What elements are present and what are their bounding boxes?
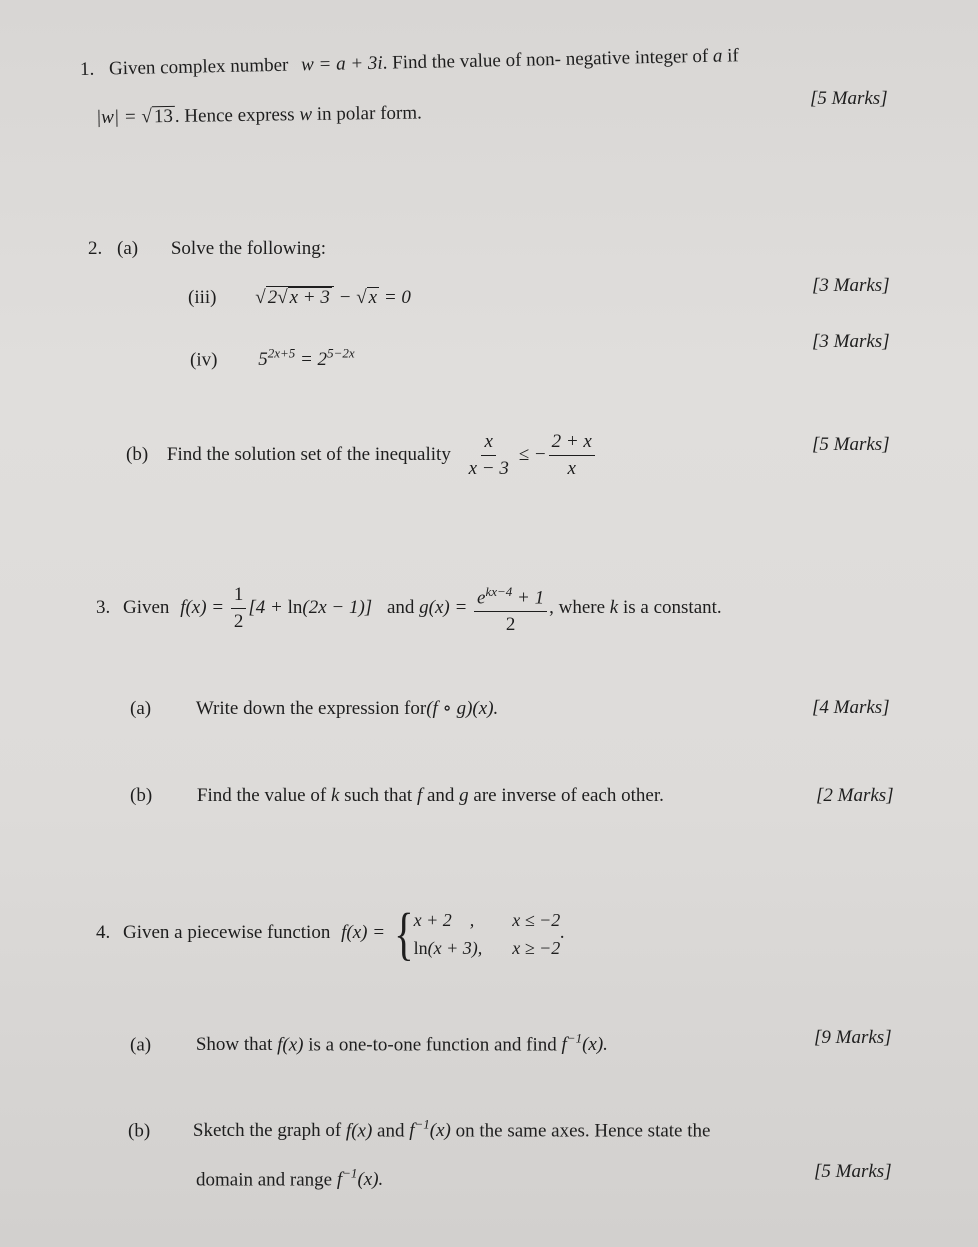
- q1-line1: 1. Given complex number w = a + 3i. Find the value of non- negative integer of a if: [79, 45, 739, 80]
- q4-b-line2: domain and range $f^{-1}(x)$.: [196, 1166, 384, 1191]
- composite-function: (f ∘ g)(x).: [426, 698, 499, 719]
- q1-line2: |w| = √13. Hence express w in polar form.: [95, 102, 422, 128]
- complex-w-definition: w = a + 3i: [300, 52, 383, 76]
- q3-given: 3. Given f(x) = $\frac{1}{2}$ [4 + ln(2x − 1)] and g(x) = $\frac{e^{kx-4} + 1}{2}$ , where k is a constant.: [96, 578, 722, 638]
- function-g: g(x) = $\frac{e^{kx-4} + 1}{2}$: [419, 597, 549, 618]
- q3-b-marks: [2 Marks]: [816, 785, 894, 806]
- inverse-function: $f^{-1}(x)$.: [561, 1031, 608, 1056]
- q2-heading: 2. (a) Solve the following:: [88, 238, 326, 259]
- q2-b: (b) Find the solution set of the inequality $\frac{x}{x - 3}$ ≤ − $\frac{2 + x}{x}$: [126, 425, 597, 485]
- q1-number: 1.: [79, 58, 95, 80]
- q2-b-marks: [5 Marks]: [812, 434, 890, 455]
- piecewise-function: f(x) = { x + 2 , x ≤ −2 ln(x + 3), x ≥ −2 .: [341, 900, 566, 966]
- q4-given: 4. Given a piecewise function f(x) = { x + 2 , x ≤ −2 ln(x + 3), x ≥ −2 .: [96, 900, 566, 966]
- q1-marks: [5 Marks]: [810, 88, 888, 109]
- function-f: f(x) = $\frac{1}{2}$ [4 + ln(2x − 1)]: [180, 584, 373, 633]
- q4-b-marks: [5 Marks]: [814, 1161, 892, 1182]
- exponential-equation: $5^{2x+5} = 2^{5-2x}$: [258, 346, 355, 371]
- inequality: $\frac{x}{x - 3}$ ≤ − $\frac{2 + x}{x}$: [464, 444, 597, 465]
- q2-iii: (iii) √ 2√ x + 3 − √ x = 0: [188, 287, 411, 308]
- radical-equation: √ 2√ x + 3 − √ x = 0: [255, 287, 411, 308]
- q4-b-line1: (b) Sketch the graph of f(x) and $f^{-1}(x)$ on the same axes. Hence state the: [128, 1117, 711, 1142]
- q3-a-marks: [4 Marks]: [812, 697, 890, 718]
- q2-iv: (iv) $5^{2x+5} = 2^{5-2x}$: [190, 346, 355, 371]
- q3-b: (b) Find the value of k such that f and g are inverse of each other.: [130, 785, 664, 806]
- q4-a-marks: [9 Marks]: [814, 1027, 892, 1048]
- q2-iv-marks: [3 Marks]: [812, 331, 890, 352]
- q3-a: (a) Write down the expression for(f ∘ g)(x).: [130, 698, 499, 719]
- q2-iii-marks: [3 Marks]: [812, 275, 890, 296]
- q4-a: (a) Show that f(x) is a one-to-one function and find $f^{-1}(x)$.: [130, 1031, 608, 1056]
- modulus-condition: |w| = √13: [95, 105, 174, 128]
